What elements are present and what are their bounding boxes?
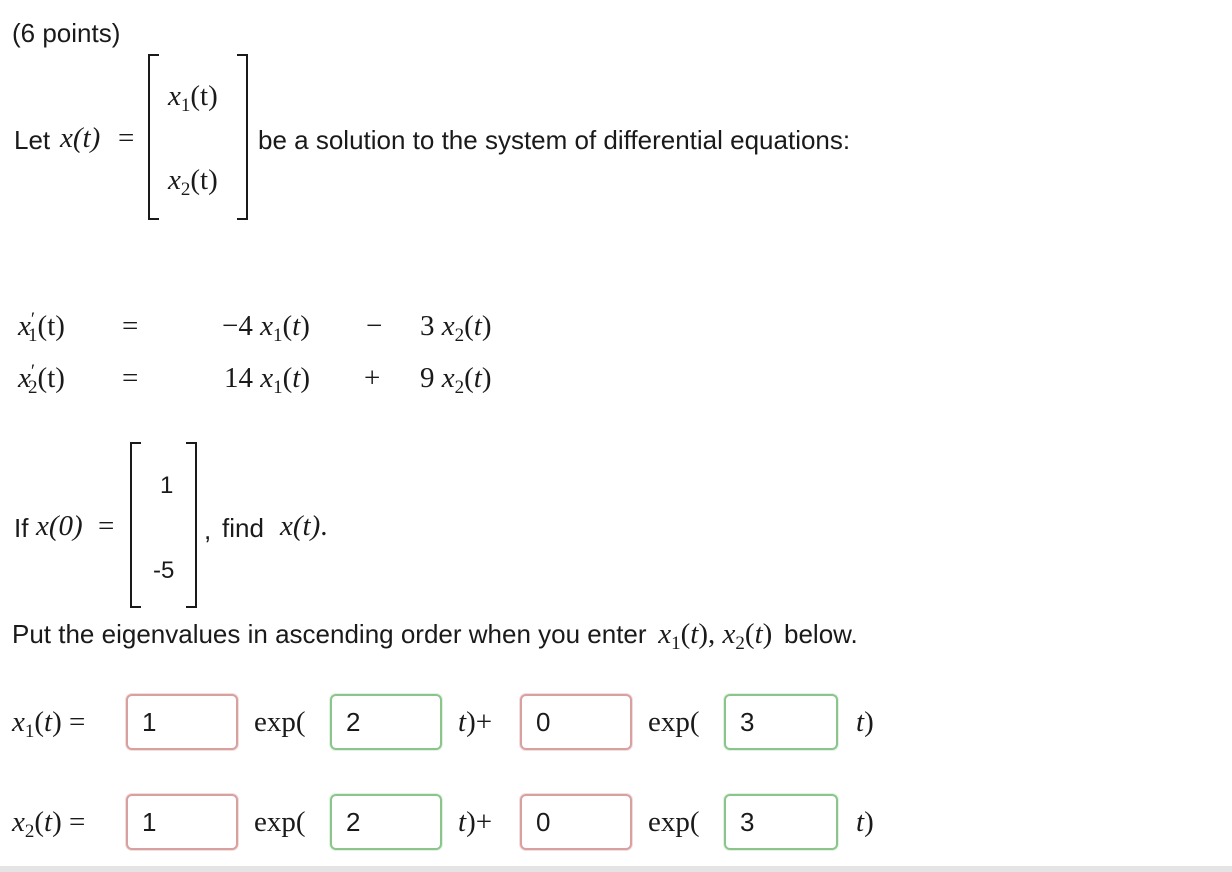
eq2-term2: 9 $x_2(t)$	[420, 362, 492, 398]
equals-sign: =	[118, 122, 135, 154]
answer-row2-label: $x_2(t)$ =	[12, 806, 86, 842]
answer-row1-label: $x_1(t)$ =	[12, 706, 86, 742]
init-right-bracket	[186, 442, 197, 608]
eq2-equals: =	[122, 362, 139, 394]
find-x-of-t: x(t).	[280, 510, 328, 542]
matrix-entry-x1: $x_1(t)$	[168, 80, 218, 116]
eq2-term1: 14 $x_1(t)$	[224, 362, 311, 398]
bottom-divider	[0, 866, 1232, 872]
instruction-vars: $x_1(t)$, $x_2(t)$	[658, 618, 780, 654]
find-word: find	[222, 513, 264, 543]
let-word: Let	[14, 125, 51, 155]
instruction-text: Put the eigenvalues in ascending order when you enter	[12, 619, 647, 649]
x-of-t: x(t)	[60, 122, 101, 154]
row2-exp1-label: exp(	[254, 806, 306, 838]
row2-end-label: t)	[856, 806, 874, 838]
row1-end-label: t)	[856, 706, 874, 738]
row1-eigenvalue1-input[interactable]	[330, 694, 442, 750]
if-word: If	[14, 513, 29, 543]
row1-coefficient2-input[interactable]	[520, 694, 632, 750]
row2-eigenvalue2-input[interactable]	[724, 794, 838, 850]
row1-exp1-label: exp(	[254, 706, 306, 738]
eq1-operator: −	[366, 310, 383, 342]
row2-coefficient2-input[interactable]	[520, 794, 632, 850]
init-equals: =	[98, 510, 115, 542]
row1-mid-label: t)+	[458, 706, 493, 738]
init-value-1: 1	[160, 472, 174, 499]
init-comma: ,	[204, 515, 212, 545]
intro-text: be a solution to the system of differential equations:	[258, 125, 851, 155]
eq1-lhs: $x'_1(t)$	[18, 309, 65, 346]
row2-eigenvalue1-input[interactable]	[330, 794, 442, 850]
row2-exp2-label: exp(	[648, 806, 700, 838]
row2-mid-label: t)+	[458, 806, 493, 838]
instruction-tail: below.	[784, 619, 858, 649]
eq1-equals: =	[122, 310, 139, 342]
row1-eigenvalue2-input[interactable]	[724, 694, 838, 750]
row1-exp2-label: exp(	[648, 706, 700, 738]
row2-coefficient1-input[interactable]	[126, 794, 238, 850]
x-of-zero: x(0)	[36, 510, 83, 542]
eq2-lhs: $x'_2(t)$	[18, 361, 65, 398]
matrix-entry-x2: $x_2(t)$	[168, 164, 218, 200]
init-value-2: -5	[153, 557, 175, 584]
eq1-term2: 3 $x_2(t)$	[420, 310, 492, 346]
points-label: (6 points)	[12, 18, 121, 48]
row1-coefficient1-input[interactable]	[126, 694, 238, 750]
instruction	[12, 618, 858, 654]
init-left-bracket	[130, 442, 141, 608]
right-bracket	[237, 54, 248, 220]
eq2-operator: +	[364, 362, 381, 394]
left-bracket	[148, 54, 159, 220]
eq1-term1: −4 $x_1(t)$	[222, 310, 310, 346]
